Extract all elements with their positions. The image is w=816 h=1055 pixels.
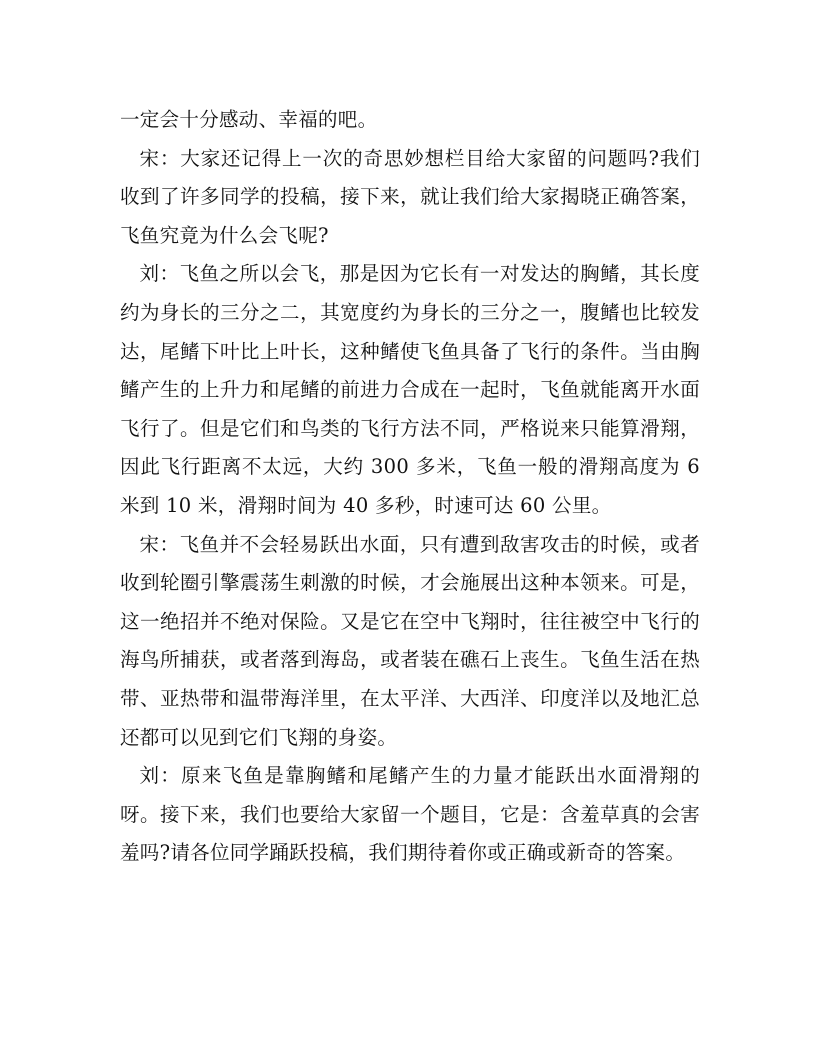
- paragraph-3: 刘：飞鱼之所以会飞，那是因为它长有一对发达的胸鳍，其长度约为身长的三分之二，其宽度约为身长的三分之一，腹鳍也比较发达，尾鳍下叶比上叶长，这种鳍使飞鱼具备了飞行的条件。当由胸鳍产生的上升力和尾鳍的前进力合成在一起时，飞鱼就能离开水面飞行了。但是它们和鸟类的飞行方法不同，严格说来只能算滑翔，因此飞行距离不太远，大约 300 多米，飞鱼一般的滑翔高度为 6 米到 10 米，滑翔时间为 40 多秒，时速可达 60 公里。: [120, 262, 700, 517]
- paragraph-2: 宋：大家还记得上一次的奇思妙想栏目给大家留的问题吗?我们收到了许多同学的投稿，接下来，就让我们给大家揭晓正确答案，飞鱼究竟为什么会飞呢?: [120, 146, 700, 247]
- paragraph-5: 刘：原来飞鱼是靠胸鳍和尾鳍产生的力量才能跃出水面滑翔的呀。接下来，我们也要给大家留一个题目，它是：含羞草真的会害羞吗?请各位同学踊跃投稿，我们期待着你或正确或新奇的答案。: [120, 764, 700, 865]
- document-body: [120, 101, 700, 873]
- paragraph-4: 宋：飞鱼并不会轻易跃出水面，只有遭到敌害攻击的时候，或者收到轮圈引擎震荡生刺激的时候，才会施展出这种本领来。可是，这一绝招并不绝对保险。又是它在空中飞翔时，往往被空中飞行的海鸟所捕获，或者落到海岛，或者装在礁石上丧生。飞鱼生活在热带、亚热带和温带海洋里，在太平洋、大西洋、印度洋以及地汇总还都可以见到它们飞翔的身姿。: [120, 532, 700, 749]
- paragraph-1: 一定会十分感动、幸福的吧。: [120, 108, 378, 131]
